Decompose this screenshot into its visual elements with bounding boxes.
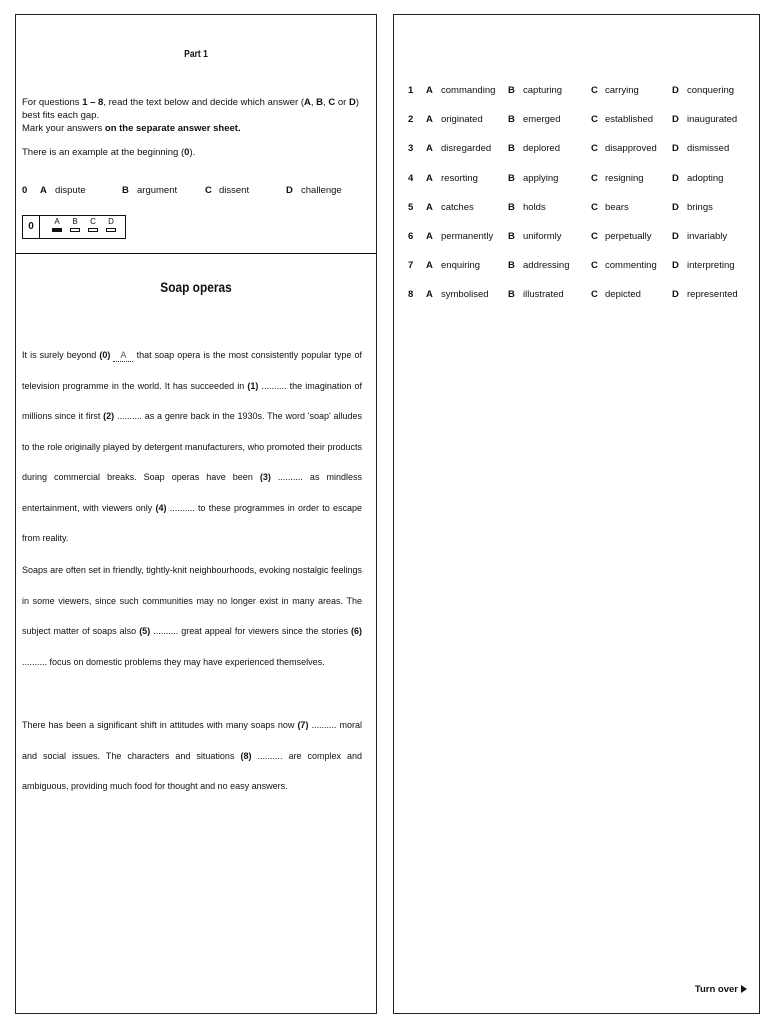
paragraph-2: Soaps are often set in friendly, tightly-knit neighbourhoods, evoking nostalgic feelings in some viewers, since such communities may no longer exist in many areas. The subject matter of soaps also (5) .......... great appeal for viewers since the stories (6) .......... focus on domestic problems they may have experienced themselves. <box>22 565 362 667</box>
question-row-8: 8 A symbolised B illustrated C depicted D represented <box>408 289 738 301</box>
option-6d: invariably <box>687 230 728 242</box>
paragraph-1: It is surely beyond (0) A that soap opera is the most consistently popular type of television programme in the world. It has succeeded in (1) .......... the imagination of millions since it first (2) .......... as a genre back in the 1930s. The word 'soap' alludes to the role originally played by detergent manufacturers, who promoted their products during commercial breaks. Soap operas have been (3) .......... as mindless entertainment, with viewers only (4) .......... to these programmes in order to escape from reality. <box>22 350 363 543</box>
option-2c: established <box>605 114 654 126</box>
options-table <box>408 85 753 319</box>
option-3d: dismissed <box>687 143 730 155</box>
option-3a: disregarded <box>441 143 492 155</box>
option-5d: brings <box>687 201 713 213</box>
option-3b: deplored <box>523 143 560 155</box>
example-letter-d: D <box>286 185 293 196</box>
option-3c: disapproved <box>605 143 657 155</box>
option-4b: applying <box>523 172 559 184</box>
part-title: Part 1 <box>184 49 208 60</box>
answer-option-d: D <box>105 218 117 232</box>
example-option-b: argument <box>137 185 178 196</box>
question-row-1: 1 A commanding B capturing C carrying D conquering <box>408 85 735 96</box>
example-gap-answer: A <box>113 351 133 362</box>
option-4a: resorting <box>441 172 478 184</box>
right-page <box>393 14 760 1014</box>
option-8d: represented <box>687 289 738 301</box>
left-page <box>15 14 377 1014</box>
section-divider <box>16 253 376 254</box>
option-8b: illustrated <box>523 289 564 301</box>
answer-option-c: C <box>87 218 99 232</box>
answer-mark-b <box>70 228 80 232</box>
example-letter-b: B <box>122 185 129 196</box>
option-1b: capturing <box>523 85 563 96</box>
question-row-7: 7 A enquiring B addressing C commenting D interpreting <box>408 260 735 272</box>
option-2d: inaugurated <box>687 114 738 126</box>
option-1c: carrying <box>605 85 639 96</box>
option-8a: symbolised <box>441 289 489 301</box>
question-row-3: 3 A disregarded B deplored C disapproved D dismissed <box>408 143 730 155</box>
answer-mark-a <box>52 228 62 232</box>
answer-mark-d <box>106 228 116 232</box>
option-7a: enquiring <box>441 260 481 272</box>
example-option-a: dispute <box>55 185 86 196</box>
question-row-5: 5 A catches B holds C bears D brings <box>408 201 713 213</box>
option-6a: permanently <box>441 230 494 242</box>
option-5c: bears <box>605 201 629 213</box>
instructions: For questions 1 – 8, read the text below and decide which answer (A, B, C or D) best fits each gap. Mark your answers on the separate answer sheet. <box>22 97 359 134</box>
example-option-c: dissent <box>219 185 250 196</box>
option-1d: conquering <box>687 85 735 96</box>
answer-mark-c <box>88 228 98 232</box>
answer-box-num: 0 <box>23 216 40 238</box>
option-5a: catches <box>441 201 474 213</box>
answer-option-b: B <box>69 218 81 232</box>
option-6b: uniformly <box>523 230 562 242</box>
option-6c: perpetually <box>605 230 652 242</box>
example-letter-a: A <box>40 185 47 196</box>
question-row-6: 6 A permanently B uniformly C perpetually D invariably <box>408 230 728 242</box>
example-num: 0 <box>22 185 28 196</box>
option-7b: addressing <box>523 260 570 272</box>
example-question <box>22 185 362 199</box>
example-answer-box <box>22 215 126 239</box>
option-4c: resigning <box>605 172 644 184</box>
example-note: There is an example at the beginning (0). <box>22 147 196 158</box>
question-row-2: 2 A originated B emerged C established D inaugurated <box>408 114 738 126</box>
option-1a: commanding <box>441 85 496 96</box>
option-4d: adopting <box>687 172 724 184</box>
option-8c: depicted <box>605 289 641 301</box>
option-7d: interpreting <box>687 260 735 272</box>
option-2a: originated <box>441 114 483 126</box>
text-title: Soap operas <box>160 279 232 295</box>
question-row-4: 4 A resorting B applying C resigning D adopting <box>408 172 724 184</box>
paragraph-3: There has been a significant shift in attitudes with many soaps now (7) .......... moral and social issues. The characters and situations (8) .......... are complex and ambiguous, providing much food for thought and no easy answers. <box>22 720 362 791</box>
example-option-d: challenge <box>301 185 342 196</box>
option-5b: holds <box>523 201 546 213</box>
triangle-right-icon <box>741 985 747 993</box>
option-2b: emerged <box>523 114 561 126</box>
answer-option-a: A <box>51 218 63 232</box>
option-7c: commenting <box>605 260 657 272</box>
example-letter-c: C <box>205 185 212 196</box>
turn-over-indicator: Turn over <box>695 984 747 995</box>
